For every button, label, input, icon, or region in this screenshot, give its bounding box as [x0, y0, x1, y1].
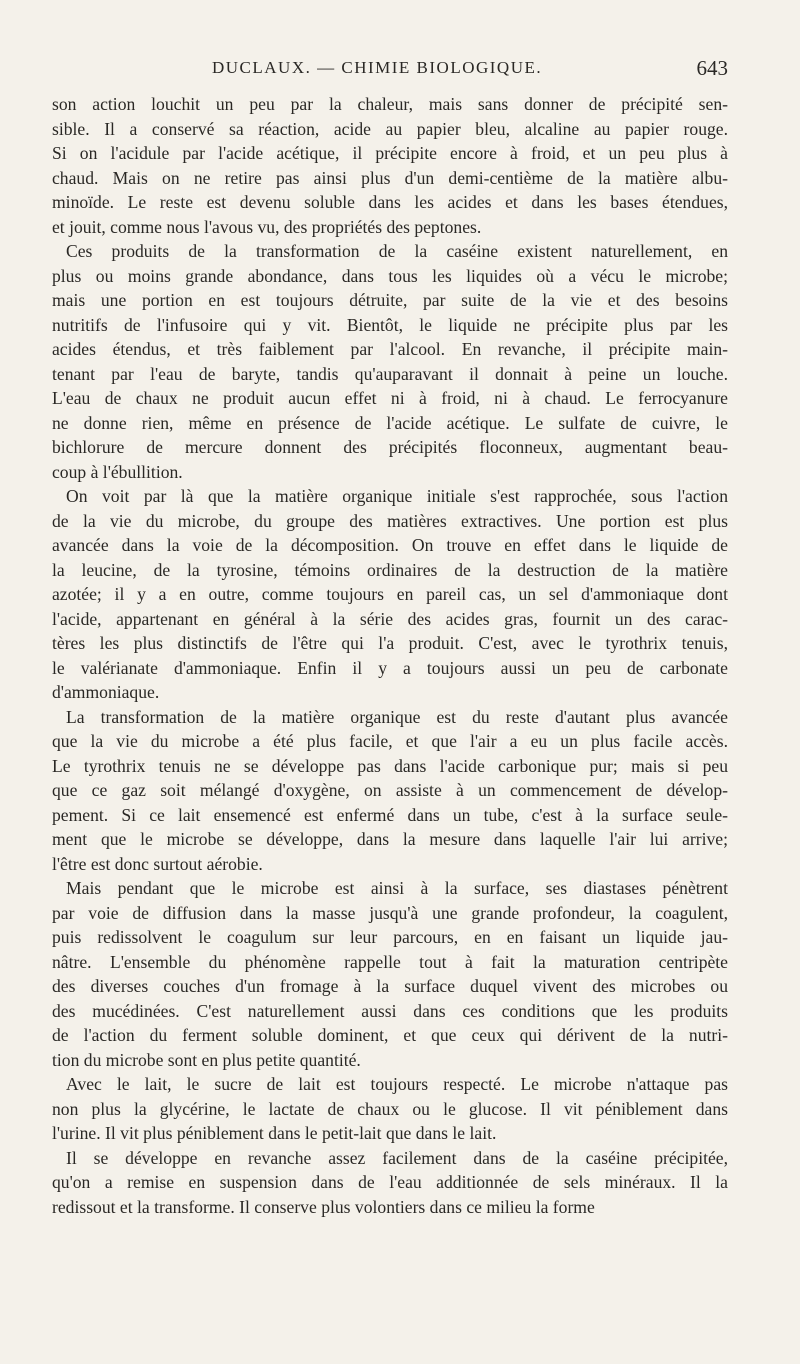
text-line: tion du microbe sont en plus petite quantité. [52, 1049, 361, 1070]
text-line: sible. Il a conservé sa réaction, acide au papier bleu, alcaline au papier rouge. [52, 118, 728, 139]
text-line: des diverses couches d'un fromage à la surface duquel vivent des microbes ou [52, 976, 728, 996]
text-line: d'ammoniaque. [52, 682, 160, 702]
text-line: non plus la glycérine, le lactate de chaux ou le glucose. Il vit péniblement dans [52, 1098, 728, 1119]
text-line: Il se développe en revanche assez facilement dans de la caséine précipitée, [66, 1147, 728, 1168]
text-line: minoïde. Le reste est devenu soluble dans les acides et dans les bases étendues, [52, 192, 728, 212]
text-line: acides étendus, et très faiblement par l'alcool. En revanche, il précipite main- [52, 339, 728, 359]
text-line: L'eau de chaux ne produit aucun effet ni à froid, ni à chaud. Le ferrocyanure [52, 388, 728, 408]
paragraph [52, 484, 728, 705]
text-line: chaud. Mais on ne retire pas ainsi plus d'un demi-centième de la matière albu- [52, 167, 728, 188]
text-line: nutritifs de l'infusoire qui y vit. Bientôt, le liquide ne précipite plus par les [52, 314, 728, 335]
paragraph [52, 1146, 728, 1220]
text-line: que la vie du microbe a été plus facile, et que l'air a eu un plus facile accès. [52, 731, 728, 751]
text-line: tères les plus distinctifs de l'être qui l'a produit. C'est, avec le tyrothrix tenuis, [52, 633, 728, 653]
text-line: la leucine, de la tyrosine, témoins ordinaires de la destruction de la matière [52, 559, 728, 580]
text-line: pement. Si ce lait ensemencé est enfermé dans un tube, c'est à la surface seule- [52, 804, 728, 825]
text-line: par voie de diffusion dans la masse jusqu'à une grande profondeur, la coagulent, [52, 902, 728, 923]
text-line: ment que le microbe se développe, dans la mesure dans laquelle l'air lui arrive; [52, 829, 728, 849]
page-number: 643 [696, 56, 728, 80]
text-line: et jouit, comme nous l'avous vu, des propriétés des peptones. [52, 216, 482, 237]
paragraph [52, 705, 728, 877]
text-line: avancée dans la voie de la décomposition. On trouve en effet dans le liquide de [52, 535, 728, 555]
text-line: Si on l'acidule par l'acide acétique, il précipite encore à froid, et un peu plus à [52, 143, 728, 163]
text-line: tenant par l'eau de baryte, tandis qu'auparavant il donnait à peine un louche. [52, 363, 728, 384]
paragraph [52, 92, 728, 239]
text-line: azotée; il y a en outre, comme toujours en pareil cas, un sel d'ammoniaque dont [52, 584, 728, 604]
text-line: l'être est donc surtout aérobie. [52, 853, 263, 874]
text-line: Le tyrothrix tenuis ne se développe pas dans l'acide carbonique pur; mais si peu [52, 755, 728, 776]
text-line: La transformation de la matière organique est du reste d'autant plus avancée [66, 706, 728, 727]
text-line: qu'on a remise en suspension dans de l'eau additionnée de sels minéraux. Il la [52, 1172, 728, 1192]
text-line: redissout et la transforme. Il conserve plus volontiers dans ce milieu la forme [52, 1196, 595, 1217]
text-line: nâtre. L'ensemble du phénomène rappelle tout à fait la maturation centripète [52, 951, 728, 972]
paragraph [52, 1072, 728, 1146]
body-text [52, 92, 728, 1219]
text-line: plus ou moins grande abondance, dans tous les liquides où a vécu le microbe; [52, 265, 728, 286]
text-line: le valérianate d'ammoniaque. Enfin il y a toujours aussi un peu de carbonate [52, 657, 728, 678]
text-line: que ce gaz soit mélangé d'oxygène, on assiste à un commencement de dévelop- [52, 780, 728, 800]
text-line: son action louchit un peu par la chaleur, mais sans donner de précipité sen- [52, 94, 728, 114]
paragraph [52, 239, 728, 484]
text-line: bichlorure de mercure donnent des précipités floconneux, augmentant beau- [52, 437, 728, 457]
text-line: coup à l'ébullition. [52, 461, 183, 482]
text-line: l'acide, appartenant en général à la série des acides gras, fournit un des carac- [52, 608, 728, 629]
text-line: Ces produits de la transformation de la caséine existent naturellement, en [66, 241, 728, 261]
paragraph [52, 876, 728, 1072]
text-line: de l'action du ferment soluble dominent, et que ceux qui dérivent de la nutri- [52, 1025, 728, 1045]
running-head: DUCLAUX. — CHIMIE BIOLOGIQUE. [212, 58, 543, 77]
text-line: l'urine. Il vit plus péniblement dans le petit-lait que dans le lait. [52, 1123, 497, 1143]
text-line: puis redissolvent le coagulum sur leur parcours, en en faisant un liquide jau- [52, 927, 728, 947]
text-line: On voit par là que la matière organique initiale s'est rapprochée, sous l'action [66, 486, 728, 506]
text-line: mais une portion en est toujours détruite, par suite de la vie et des besoins [52, 290, 728, 310]
text-line: des mucédinées. C'est naturellement aussi dans ces conditions que les produits [52, 1000, 728, 1021]
text-line: de la vie du microbe, du groupe des matières extractives. Une portion est plus [52, 510, 728, 531]
text-line: ne donne rien, même en présence de l'acide acétique. Le sulfate de cuivre, le [52, 412, 728, 433]
page-header [52, 56, 728, 86]
text-line: Avec le lait, le sucre de lait est toujours respecté. Le microbe n'attaque pas [66, 1074, 728, 1094]
text-line: Mais pendant que le microbe est ainsi à la surface, ses diastases pénètrent [66, 878, 728, 898]
